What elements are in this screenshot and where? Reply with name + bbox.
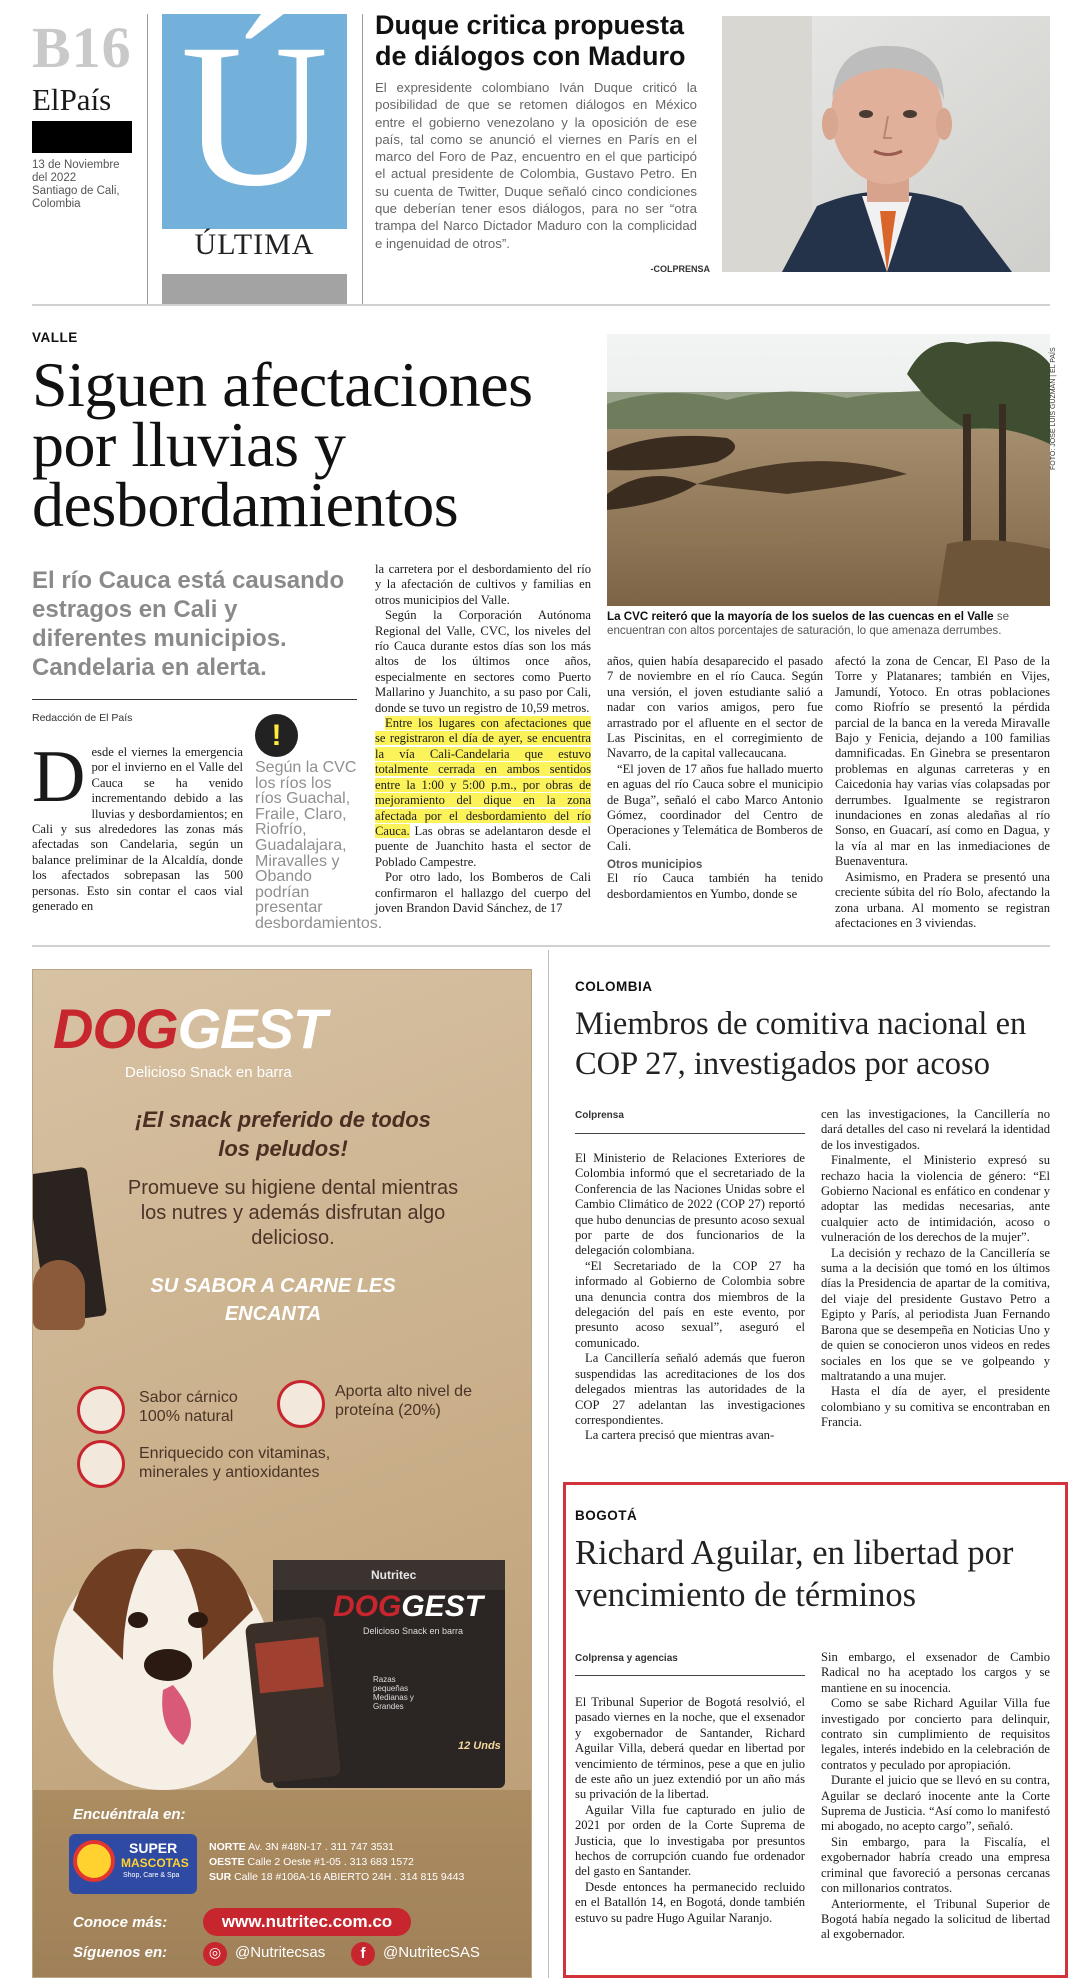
vitamin-icon: [77, 1440, 125, 1488]
instagram-icon[interactable]: ◎: [203, 1942, 227, 1966]
masthead-bar: [32, 121, 132, 153]
deck-rule: [32, 699, 357, 700]
photo-caption: La CVC reiteró que la mayoría de los suelos de las cuencas en el Valle se encuentran con altos porcentajes de saturación, lo que amenaza derrumbes.: [607, 610, 1010, 638]
cop27-column-1: El Ministerio de Relaciones Exteriores de Colombia informó que el secretariado de la Conferencia de las Naciones Unidas sobre el Cambio Climático de 2022 (COP 27) reportó que hubo denuncias de presunto acoso sexual por parte de dos funcionarios de la delegación colombiana. “El Secretariado de la COP 27 ha informado al Gobierno de Colombia sobre una denuncia contra dos miembros de la delegación del país en este evento, por presunto acoso sexual”, aseguró el comunicado. La Cancillería señaló además que fueron suspendidas las acreditaciones de los dos delegados mientras las autoridades de la COP 27 adelantan las investigaciones correspondientes. La cartera precisó que mientras avan-: [575, 1151, 805, 1443]
ad-instagram-handle[interactable]: @Nutritecsas: [235, 1944, 326, 1961]
protein-icon: [277, 1380, 325, 1428]
section-logo-letter: Ú: [180, 2, 329, 229]
ad-maker: Nutritec: [371, 1568, 417, 1582]
store-addresses: NORTE Av. 3N #48N-17 . 311 747 3531 OESTE Calle 2 Oeste #1-05 . 313 683 1572 SUR Calle 18 #106A-16 ABIERTO 24H . 314 815 9443: [209, 1841, 465, 1883]
flood-photo: [607, 334, 1050, 606]
dog-image: [33, 1260, 85, 1330]
duque-headline: Duque critica propuesta de diálogos con Maduro: [375, 10, 686, 71]
column-divider: [548, 950, 549, 1978]
aguilar-column-1: El Tribunal Superior de Bogotá resolvió, el pasado viernes en la noche, que el exsenador y exgobernador de Santander, Richard Aguilar Villa, deberá quedar en libertad por vencimiento de términos, pese a que en julio de este año un juez extendió por un año más su privación de la libertad. Aguilar Villa fue capturado en julio de 2021 por orden de la Corte Suprema de Justicia, que lo investigaba por presuntos hechos de corrupción cuando fue ordenador del gasto en Santander. Desde entonces ha permanecido recluido en el Batallón 14, en Bogotá, donde también estuvo su padre Hugo Aguilar Naranjo.: [575, 1695, 805, 1925]
ad-follow-label: Síguenos en:: [73, 1944, 168, 1961]
cop27-column-2: cen las investigaciones, la Cancillería no dará detalles del caso ni revelará la identidad de los investigados. Finalmente, el Ministerio expresó su rechazo hacia la violencia de género: “El Gobierno Nacional es enfático en condenar y adoptar las medidas necesarias, ante cualquier acto de intimidación, acoso o vulneración de los derechos de la mujer”. La decisión y rechazo de la Cancillería se suma a la decisión que tomó en los últimos días la Presidencia de apartar de la comitiva, del viaje del presidente Gustavo Petro a Egipto y París, al periodista Juan Fernando Barona que se desempeña en Noticias Uno y de quien se conocieron unos videos en redes sociales en los que se ve golpeando y maltratando a una mujer. Hasta el día de ayer, el presidente colombiano y su comitiva se encontraban en Francia.: [821, 1107, 1050, 1430]
ad-benefit-2: Aporta alto nivel de proteína (20%): [335, 1383, 472, 1419]
main-byline: Redacción de El País: [32, 712, 133, 724]
ad-brand: DOGGEST: [53, 997, 327, 1060]
facebook-icon[interactable]: f: [351, 1942, 375, 1966]
ad-website-link[interactable]: www.nutritec.com.co: [203, 1908, 411, 1936]
ad-headline: ¡El snack preferido de todos los peludos!: [135, 1107, 431, 1161]
duque-body: El expresidente colombiano Iván Duque criticó la posibilidad de que se retomen diálogos en México entre el gobierno venezolano y la oposición de ese país, tal como se anunció el viernes en París en el marco del Foro de Paz, encuentro en el que participó el actual presidente de Colombia, Gustavo Petro. En su cuenta de Twitter, Duque señaló cinco condiciones que deberían tener esos diálogos, para no ser “otra trampa del Narco Dictador Maduro con la complicidad e ingenuidad de otros”.: [375, 80, 697, 251]
subhead: Otros municipios: [607, 858, 703, 872]
store-name-c: Shop, Care & Spa: [123, 1872, 180, 1879]
ad-more-label: Conoce más:: [73, 1914, 168, 1931]
dog-snack-advertisement: [32, 969, 532, 1978]
ad-pack-sizes: Razas pequeñas Medianas y Grandes: [373, 1675, 414, 1711]
header-divider: [147, 14, 148, 304]
header-divider: [362, 14, 363, 304]
aguilar-column-2: Sin embargo, el exsenador de Cambio Radical no ha aceptado los cargos y se mantiene en su inocencia. Como se sabe Richard Aguilar Villa fue investigado por concierto para delinquir, contrato sin cumplimiento de requisitos legales, interés indebido en la celebración de contratos y peculado por apropiación. Durante el juicio que se llevó en su contra, Aguilar se declaró inocente ante la Corte Suprema de Justicia. “Así como lo manifestó mi abogado, no acepto cargo”, señaló. Sin embargo, para la Fiscalía, el exgobernador habría creado una empresa criminal que favoreció a personas cercanas con millonarios contratos. Anteriormente, el Tribunal Superior de Bogotá había negado la solicitud de libertad al exgobernador.: [821, 1650, 1050, 1942]
section-name: ÚLTIMA: [194, 228, 315, 261]
main-kicker: VALLE: [32, 330, 78, 345]
store-name-b: MASCOTAS: [121, 1856, 189, 1870]
newspaper-name: ElPaís: [32, 82, 112, 117]
ad-benefit-3: Enriquecido con vitaminas, minerales y antioxidantes: [139, 1445, 331, 1481]
main-column-2: la carretera por el desbordamiento del río y la afectación de cultivos y familias en otros municipios del Valle. Según la Corporación Autónoma Regional del Valle, CVC, los niveles del río Cauca durante estos días son los más altos de los últimos once años, especialmente en sectores como Puerto Mallarino y Juanchito, a su paso por Cali, donde se tuvo un registro de 10,59 metros. Entre los lugares con afectaciones que se registraron el día de ayer, se encuentra la vía Cali-Candelaria que estuvo totalmente cerrada en ambos sentidos entre la 1:00 y 5:00 p.m., por obras de mejoramiento del dique en la zona afectada por el desbordamiento del río Cauca. Las obras se adelantaron desde el puente de Juanchito hasta el sector de Poblado Campestre. Por otro lado, los Bomberos de Cali confirmaron el hallazgo del cuerpo del joven Brandon David Sánchez, de 17: [375, 562, 591, 915]
highlighted-passage: Entre los lugares con afectaciones que se registraron el día de ayer, se encuentra la vía Cali-Candelaria que estuvo totalmente cerrada en ambos sentidos entre la 1:00 y 5:00 p.m., por obras de mejoramiento del dique en la zona afectada por el desbordamiento del río Cauca.: [375, 716, 591, 838]
ad-pack-sub: Delicioso Snack en barra: [363, 1626, 464, 1636]
page-number: B16: [32, 15, 132, 80]
main-column-3: años, quien había desaparecido el pasado 7 de noviembre en el río Cauca. Según una versión, el joven estudiante salió a nadar con varios amigos, pero fue arrastrado por el afluente en el sector de Las Piscinitas, en el corregimiento de Navarro, de la capital vallecaucana. “El joven de 17 años fue hallado muerto en aguas del río Cauca sobre el municipio de Buga”, señaló el cabo Marco Antonio Gómez, coordinador del Centro de Operaciones y Telemática de Bomberos de Cali. Otros municipios El río Cauca también ha tenido desbordamientos en Yumbo, donde se: [607, 654, 823, 901]
dateline: 13 de Noviembre del 2022 Santiago de Cali, Colombia: [32, 159, 120, 210]
section-rule: [32, 304, 1050, 306]
main-column-4: afectó la zona de Cencar, El Paso de la Torre y Platanares; también en Vijes, Jamundí, Yotoco. En otras poblaciones como Riofrío se presentó la pérdida parcial de la banca en la vereda Miravalle Bajo y Fenicia, dejando a 100 familias damnificadas. En Ginebra se presentaron problemas en algunas carreteras y en Caicedonia hay varias vías colapsadas por derrumbes. Igualmente se registraron inundaciones en zonas aledañas al río Sonso, en Guacarí, así como en Dagua, y la vía al mar en las inmediaciones de Buenaventura. Asimismo, en Pradera se presentó una creciente súbita del río Bolo, afectando la zona urbana. Al momento se registran afectaciones en 3 viviendas.: [835, 654, 1050, 930]
ad-benefit-1: Sabor cárnico 100% natural: [139, 1389, 238, 1425]
main-column-1: Desde el viernes la emergencia por el invierno en el Valle del Cauca se ha venido incrementando debido a las lluvias y desbordamientos; en Cali y sus alrededores las zonas más afectadas son Candelaria, según un balance preliminar de la Alcaldía, donde los afectados sobrepasan las 500 personas. Esto sin contar el caos vial generado en: [32, 736, 243, 914]
section-rule: [32, 945, 1050, 947]
alert-icon: !: [255, 714, 298, 757]
sidebar-quote: Según la CVC los ríos los ríos Guachal, Fraile, Claro, Riofrío, Guadalajara, Miravalles y Obando podrían presentar desbordamientos.: [255, 759, 383, 932]
aguilar-headline: Richard Aguilar, en libertad por vencimiento de términos: [575, 1534, 1014, 1614]
duque-portrait-photo: [722, 16, 1050, 272]
aguilar-kicker: BOGOTÁ: [575, 1508, 638, 1523]
ad-subtext: Promueve su higiene dental mientras los nutres y además disfrutan algo delicioso.: [127, 1177, 459, 1249]
section-logo-bar: [162, 274, 347, 304]
ad-find-us: Encuéntrala en:: [73, 1806, 186, 1823]
duque-credit: -COLPRENSA: [650, 264, 710, 274]
meat-icon: [77, 1386, 125, 1434]
store-name-a: SUPER: [129, 1840, 178, 1856]
ad-pack-brand: DOGGEST: [333, 1590, 484, 1623]
byline-rule: [575, 1133, 805, 1134]
main-headline: Siguen afectaciones por lluvias y desbordamientos: [32, 349, 533, 540]
ad-slogan: SU SABOR A CARNE LES ENCANTA: [150, 1275, 396, 1325]
main-deck: El río Cauca está causando estragos en Cali y diferentes municipios. Candelaria en alerta.: [32, 567, 345, 681]
store-logo-mark: [73, 1840, 115, 1882]
ad-facebook-handle[interactable]: @NutritecSAS: [383, 1944, 480, 1961]
byline-rule: [575, 1675, 805, 1676]
photo-credit: FOTO: JOSÉ LUIS GUZMÁN | EL PAÍS: [1050, 347, 1057, 470]
ad-brand-sub: Delicioso Snack en barra: [125, 1064, 292, 1081]
drop-cap: D: [32, 736, 86, 818]
cop27-headline: Miembros de comitiva nacional en COP 27, investigados por acoso: [575, 1006, 1027, 1082]
ad-pack-units: 12 Unds: [458, 1740, 501, 1752]
aguilar-byline: Colprensa y agencias: [575, 1653, 678, 1664]
cop27-kicker: COLOMBIA: [575, 979, 653, 994]
cop27-byline: Colprensa: [575, 1110, 624, 1121]
